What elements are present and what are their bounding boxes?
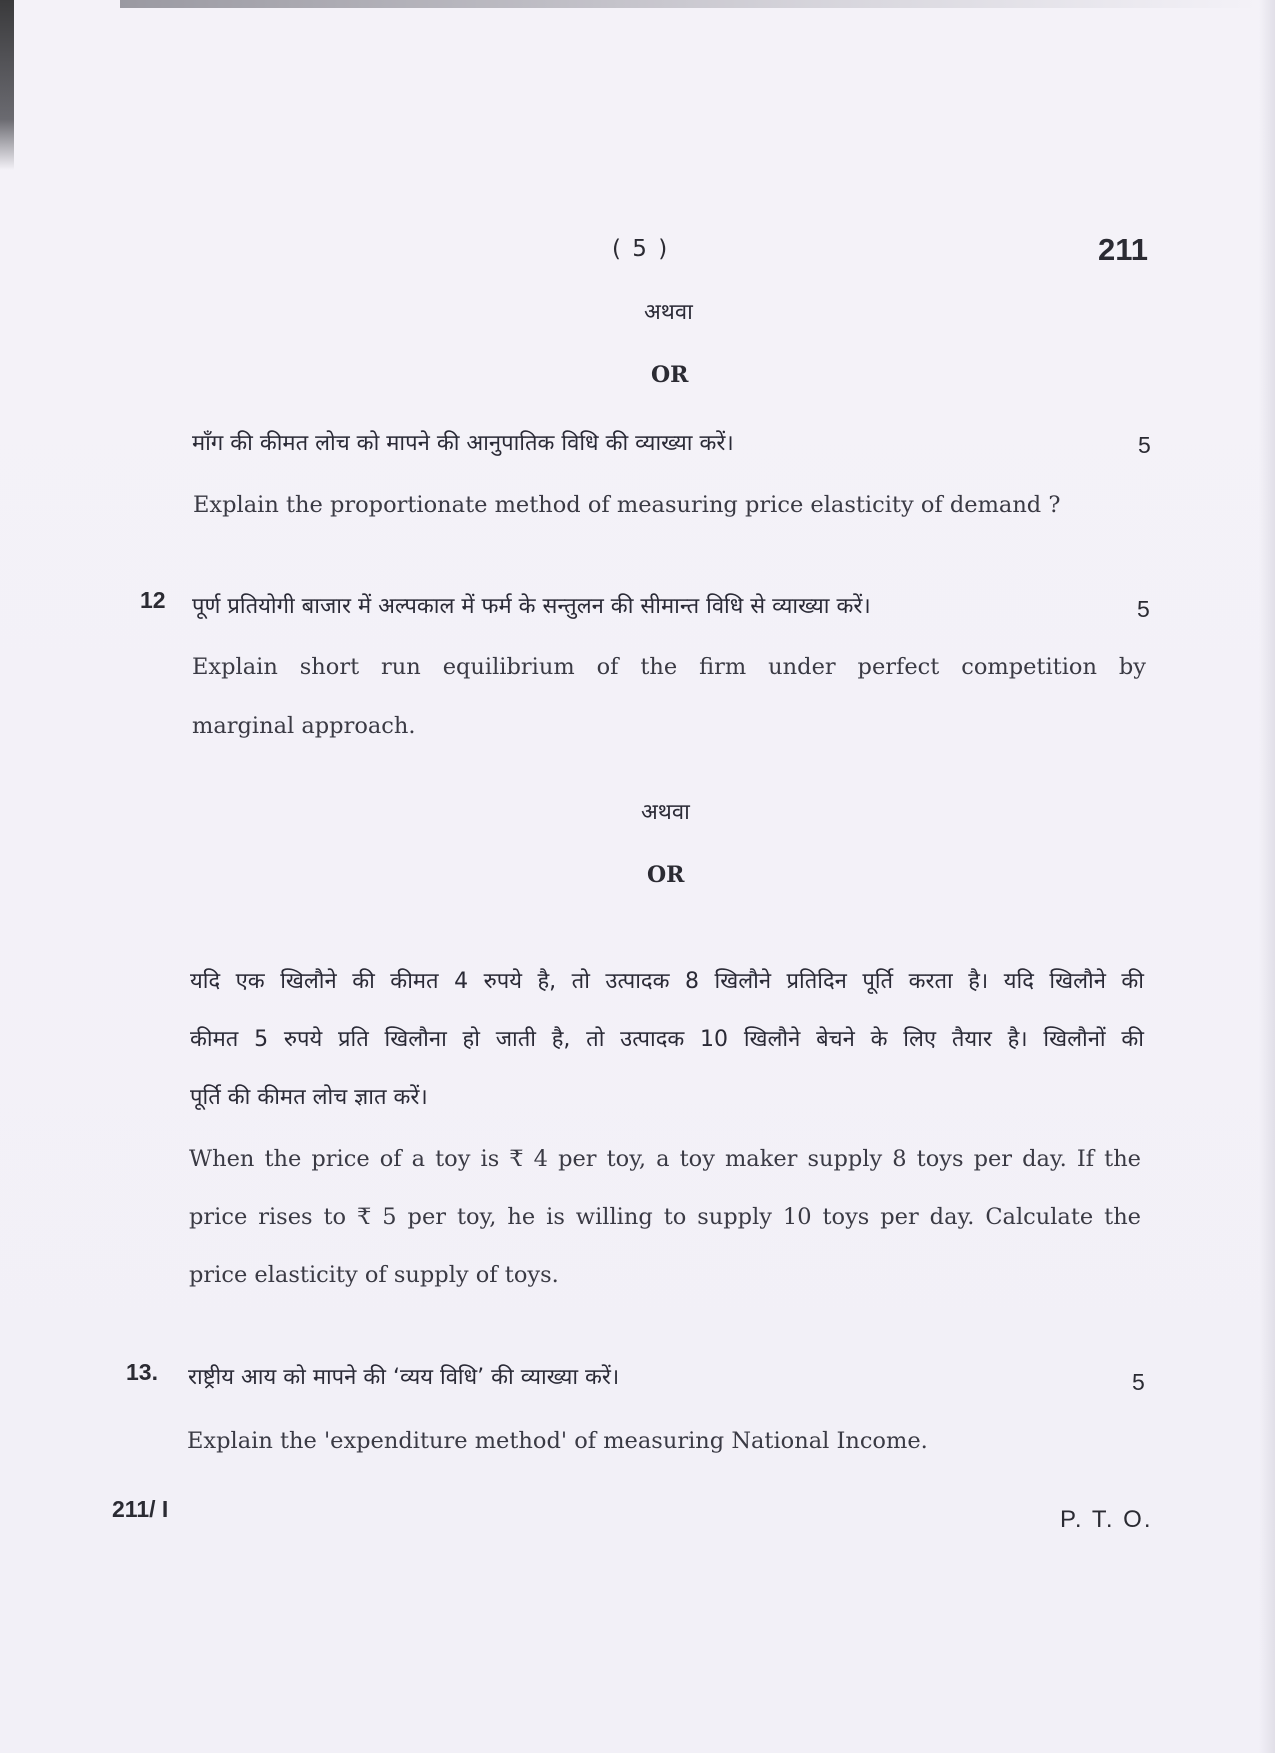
scan-shadow-left xyxy=(0,0,14,170)
scan-shadow-right xyxy=(1259,0,1275,1753)
or-hindi-label: अथवा xyxy=(641,800,690,825)
alt-hindi-line: यदि एक खिलौने की कीमत 4 रुपये है, तो उत्पादक 8 खिलौने प्रतिदिन पूर्ति करता है। यदि खिलौने की xyxy=(190,969,1144,994)
question-english-text: Explain the proportionate method of measuring price elasticity of demand ? xyxy=(193,492,1061,518)
question-marks: 5 xyxy=(1137,596,1150,622)
alt-hindi-line: कीमत 5 रुपये प्रति खिलौना हो जाती है, तो उत्पादक 10 खिलौने बेचने के लिए तैयार है। खिलौनों की xyxy=(190,1027,1144,1052)
alt-english-line: price elasticity of supply of toys. xyxy=(189,1262,559,1288)
question-number: 12 xyxy=(140,587,166,613)
question-hindi-text: पूर्ण प्रतियोगी बाजार में अल्पकाल में फर्म के सन्तुलन की सीमान्त विधि से व्याख्या करें। xyxy=(192,594,871,619)
alt-english-line: When the price of a toy is ₹ 4 per toy, a toy maker supply 8 toys per day. If the xyxy=(189,1146,1141,1172)
question-marks: 5 xyxy=(1138,432,1151,458)
or-english-label: OR xyxy=(651,362,689,388)
question-marks: 5 xyxy=(1132,1369,1145,1395)
question-hindi-text: राष्ट्रीय आय को मापने की ‘व्यय विधि’ की व्याख्या करें। xyxy=(188,1365,620,1390)
scan-shadow-top xyxy=(120,0,1260,8)
page-number: ( 5 ) xyxy=(612,236,670,262)
question-english-line: marginal approach. xyxy=(192,713,416,739)
question-number: 13. xyxy=(126,1359,158,1385)
paper-code: 211 xyxy=(1098,232,1149,267)
question-english-line: Explain short run equilibrium of the firm under perfect competition by xyxy=(192,654,1146,680)
question-hindi-text: माँग की कीमत लोच को मापने की आनुपातिक विधि की व्याख्या करें। xyxy=(192,431,734,456)
question-english-text: Explain the 'expenditure method' of measuring National Income. xyxy=(187,1428,928,1454)
footer-paper-code: 211/ I xyxy=(112,1496,169,1522)
please-turn-over: P. T. O. xyxy=(1060,1506,1153,1533)
or-english-label: OR xyxy=(647,862,685,888)
alt-english-line: price rises to ₹ 5 per toy, he is willing to supply 10 toys per day. Calculate the xyxy=(189,1204,1141,1230)
or-hindi-label: अथवा xyxy=(644,300,693,325)
alt-hindi-line: पूर्ति की कीमत लोच ज्ञात करें। xyxy=(190,1085,428,1110)
